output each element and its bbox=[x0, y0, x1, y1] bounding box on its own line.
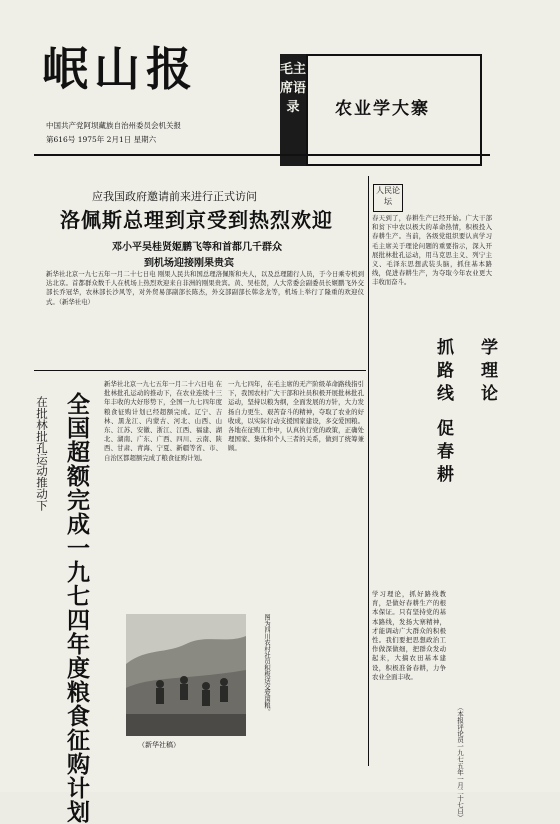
quotation-text: 农业学大寨 bbox=[335, 99, 430, 119]
left-body-2: 一九七四年，在毛主席的无产阶级革命路线指引下，我国农村广大干部和社员积极开展批林批孔运动，坚持以粮为纲，全面发展的方针，大力发扬自力更生、艰苦奋斗的精神，夺取了农业的好收成，以实际行动支援国家建设，多交爱国粮。各地在征购工作中，认真执行党的政策，正确处理国家、集体和个人三者的关系，做到了统筹兼顾。 bbox=[228, 380, 364, 453]
right-title-2: 抓路线 促春耕 bbox=[433, 338, 453, 488]
left-kicker: 在批林批孔运动推动下 bbox=[35, 396, 49, 511]
masthead-subtitle: 中国共产党阿坝藏族自治州委员会机关报 bbox=[46, 121, 181, 130]
right-dateline: （本报评论员一九七五年一月二十七日） bbox=[456, 704, 464, 821]
lead-deck-1: 邓小平吴桂贤姬鹏飞等和首都几千群众 bbox=[112, 242, 282, 253]
lead-headline: 洛佩斯总理到京受到热烈欢迎 bbox=[60, 208, 333, 232]
right-body-2: 学习理论，抓好路线教育，是做好春耕生产的根本保证。只有坚持党的基本路线，发扬大寨精神，才能调动广大群众的积极性。我们要把思想政治工作做深做细，把群众发动起来，大搞农田基本建设，积极准备春耕，力争农业全面丰收。 bbox=[372, 590, 446, 681]
column-rule bbox=[368, 176, 369, 766]
right-title-1: 学理论 bbox=[477, 338, 497, 407]
right-body: 春天到了，春耕生产已经开始。广大干部和贫下中农以极大的革命热情，积极投入春耕生产。当前，各级党组织要认真学习毛主席关于理论问题的重要指示，深入开展批林批孔运动，用马克思主义、列宁主义、毛泽东思想武装头脑，抓住基本路线，促进春耕生产，为夺取今年农业更大丰收而奋斗。 bbox=[372, 214, 492, 287]
news-photo bbox=[126, 614, 246, 736]
lead-kicker: 应我国政府邀请前来进行正式访问 bbox=[92, 190, 257, 203]
photo-credit: （新华社稿） bbox=[138, 741, 180, 749]
quotation-tag: 毛主席语录 bbox=[280, 54, 306, 166]
forum-label: 人民论坛 bbox=[373, 184, 403, 212]
photo-caption: 图为四川农村社员积极送交爱国粮。 bbox=[263, 614, 270, 715]
lead-deck-2: 到机场迎接刚果贵宾 bbox=[144, 258, 234, 269]
issue-line: 第616号 1975年 2月1日 星期六 bbox=[46, 135, 157, 144]
photo-illustration bbox=[126, 614, 246, 736]
lead-body: 新华社北京一九七五年一月二十七日电 刚果人民共和国总理洛佩斯和夫人，以及总理随行人员，于今日乘专机到达北京。首都群众数千人在机场上热烈欢迎来自非洲的刚果贵宾。黄、吴桂贤，人大常委会副委员长姬鹏飞外交部长乔冠华，农林部长沙风等，对外贸易部副部长陈杰，外交部副部长韩念龙等，机场上举行了隆重的欢迎仪式。（新华社电） bbox=[46, 270, 364, 306]
masthead-rule bbox=[34, 154, 490, 156]
left-body: 新华社北京一九七五年一月二十六日电 在批林批孔运动的推动下，在农业连续十三年丰收的大好形势下，全国一九七四年度粮食征购计划已经超额完成。辽宁、吉林、黑龙江、内蒙古、河北、山西、山东、江苏、安徽、浙江、江西、福建、湖北、湖南、广东、广西、四川、云南、陕西、甘肃、青海、宁夏、新疆等省、市、自治区都超额完成了粮食征购计划。 bbox=[104, 380, 222, 462]
section-rule bbox=[34, 370, 366, 371]
masthead-title: 岷山报 bbox=[42, 42, 198, 96]
left-headline: 全国超额完成一九七四年度粮食征购计划 bbox=[63, 392, 90, 824]
